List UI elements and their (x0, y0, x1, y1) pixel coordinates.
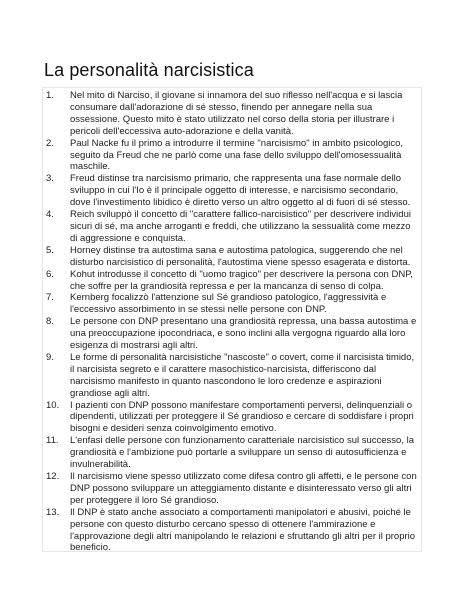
list-item (46, 269, 420, 293)
list-item-text: Il narcisismo viene spesso utilizzato come difesa contro gli affetti, e le persone con DNP possono sviluppare un atteggiamento distante e disinteressato verso gli altri per proteggere il loro Sé grandioso. (70, 471, 417, 506)
list-item-number: 3. (46, 173, 54, 185)
list-item-text: Paul Nacke fu il primo a introdurre il termine "narcisismo" in ambito psicologico, seguito da Freud che ne parlò come una fase dello sviluppo dell'omosessualità maschile. (70, 137, 404, 173)
list-item-number: 5. (46, 244, 54, 256)
list-item-number: 4. (46, 209, 54, 221)
list-item-text: Kohut introdusse il concetto di "uomo tragico" per descrivere la persona con DNP, che soffre per la grandiosità repressa e per la mancanza di senso di colpa. (70, 268, 413, 292)
list-item-number: 1. (46, 90, 54, 101)
list-item (46, 400, 420, 436)
list-item-number: 7. (46, 292, 54, 304)
list-item-text: Horney distinse tra autostima sana e autostima patologica, suggerendo che nel disturbo narcisistico di personalità, l'autostima viene spesso esagerata e distorta. (70, 244, 411, 268)
list-item (46, 507, 420, 555)
page-title: La personalità narcisistica (44, 60, 254, 80)
list-item (46, 138, 420, 174)
list-item-text: Reich sviluppò il concetto di "carattere fallico-narcisistico" per descrivere individui sicuri di sé, ma anche arroganti e freddi, che utilizzano la sessualità come mezzo di aggressione e conquista. (70, 209, 411, 244)
list-item (46, 435, 420, 471)
list-item-number: 2. (46, 137, 54, 149)
list-item (46, 316, 420, 352)
list-item-text: Nel mito di Narciso, il giovane si innamora del suo riflesso nell'acqua e si lascia consumare dall'adorazione di sé stesso, finendo per annegare nella sua ossessione. Questo mito è stato utilizzato nel corso della storia per illustrare i pericoli dell'eccessiva auto-adorazione e della vanità. (70, 90, 403, 137)
list-item-number: 9. (46, 351, 54, 363)
list-item-text: Freud distinse tra narcisismo primario, che rappresenta una fase normale dello sviluppo in cui l'Io è il principale oggetto di interesse, e narcisismo secondario, dove l'investimento libidico è diretto verso un altro oggetto al di fuori di sé stesso. (70, 173, 411, 209)
list-item-text: Le persone con DNP presentano una grandiosità repressa, una bassa autostima e una preoccupazione ipocondriaca, e sono inclini alla vergogna riguardo alla loro esigenza di mostrarsi agli altri. (70, 316, 417, 352)
list-item (46, 90, 420, 138)
list-item-text: L'enfasi delle persone con funzionamento caratteriale narcisistico sul successo, la grandiosità e l'ambizione può portarle a sviluppare un senso di autosufficienza e invulnerabilità. (70, 435, 414, 471)
list-item-number: 8. (46, 316, 54, 328)
list-item-text: Kernberg focalizzò l'attenzione sul Sé grandioso patologico, l'aggressività e l'eccessivo assorbimento in se stessi nelle persone con DNP. (70, 292, 387, 316)
list-item (46, 471, 420, 507)
list-item-number: 6. (46, 268, 54, 280)
list-item (46, 173, 420, 209)
list-item-number: 10. (46, 399, 60, 411)
list-item-text: I pazienti con DNP possono manifestare comportamenti perversi, delinquenziali o dipendenti, utilizzati per proteggere il Sé grandioso e cercare di soddisfare i propri bisogni e desideri senza coinvolgimento emotivo. (70, 399, 414, 435)
list-item (46, 292, 420, 316)
list-item-text: Le forme di personalità narcisistiche "nascoste" o covert, come il narcisista timido, il narcisista segreto e il carattere masochistico-narcisista, differiscono dal narcisismo manifesto in quanto nascondono le loro credenze e aspirazioni grandiose agli altri. (70, 351, 415, 399)
list-item-text: Il DNP è stato anche associato a comportamenti manipolatori e abusivi, poiché le persone con questo disturbo cercano spesso di ottenere l'ammirazione e l'approvazione degli altri manipolando le relazioni e sfruttando gli altri per il proprio beneficio. (70, 506, 416, 554)
list-item (46, 352, 420, 400)
list-item-number: 13. (46, 506, 60, 518)
list-item (46, 245, 420, 269)
list-item (46, 209, 420, 245)
list-item-number: 11. (46, 435, 59, 447)
numbered-list (46, 90, 420, 554)
list-item-number: 12. (46, 471, 60, 482)
